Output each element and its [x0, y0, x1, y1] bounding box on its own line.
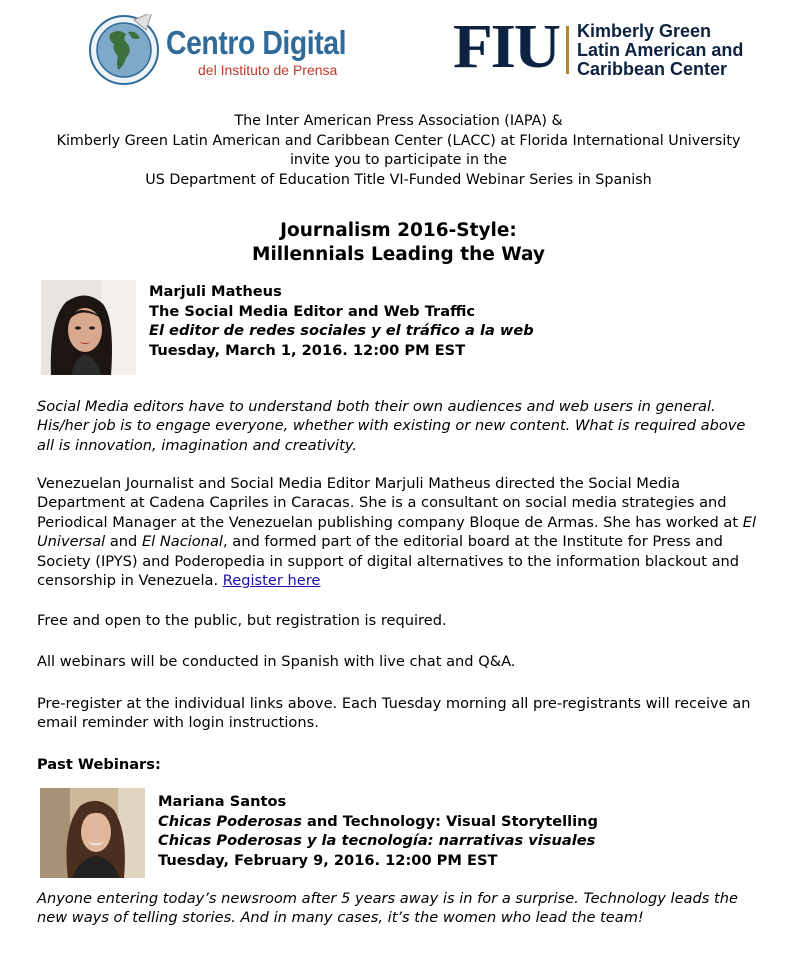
- fiu-center-line-3: Caribbean Center: [577, 59, 728, 79]
- speaker-photo-mariana-santos: [40, 788, 145, 878]
- speaker-portrait-image: [40, 788, 145, 878]
- speaker-portrait-image: [41, 280, 136, 375]
- intro-line: Kimberly Green Latin American and Caribbean Center (LACC) at Florida International University: [56, 132, 741, 149]
- webinar-1-bio: [37, 474, 762, 590]
- webinar-title-es: El editor de redes sociales y el tráfico a la web: [149, 322, 534, 340]
- register-link[interactable]: Register here: [222, 572, 321, 590]
- logo-divider: [566, 26, 569, 74]
- intro-line: The Inter American Press Association (IAPA) &: [234, 113, 563, 129]
- intro-line: US Department of Education Title VI-Funded Webinar Series in Spanish: [145, 172, 652, 189]
- webinar-datetime: Tuesday, March 1, 2016. 12:00 PM EST: [149, 341, 466, 359]
- headline-line-2: Millennials Leading the Way: [252, 243, 545, 265]
- headline-line-1: Journalism 2016-Style:: [280, 220, 517, 241]
- title-rest: and Technology: Visual Storytelling: [301, 812, 598, 830]
- webinar-title-en: The Social Media Editor and Web Traffic: [149, 302, 476, 320]
- bio-text: Venezuelan Journalist and Social Media Editor Marjuli Matheus directed the Social Media Department at Cadena Capriles in Caracas. She is a consultant on social media strategies and Periodical Manager at the Venezuelan publishing company Bloque de Armas. She has worked at: [37, 475, 743, 531]
- bio-text: , and formed part of the editorial board at the Institute for Press and Society (IPYS) and Poderopedia in support of digital alternatives to the information blackout and censorship in Venezuela.: [37, 533, 740, 590]
- series-headline: [0, 219, 797, 266]
- webinar-title-en: [158, 812, 598, 832]
- past-webinars-heading: Past Webinars:: [37, 756, 161, 773]
- centro-digital-logo: [88, 10, 347, 90]
- webinar-title-es: Chicas Poderosas y la tecnología: narrativas visuales: [158, 832, 596, 850]
- webinar-datetime: Tuesday, February 9, 2016. 12:00 PM EST: [158, 851, 498, 869]
- centro-digital-subtitle: del Instituto de Prensa: [198, 62, 338, 78]
- webinar-1-details: [149, 282, 534, 360]
- free-note: Free and open to the public, but registration is required.: [37, 612, 447, 629]
- bio-text: and: [105, 533, 142, 551]
- webinar-2-details: [158, 792, 598, 870]
- spanish-note: All webinars will be conducted in Spanish with live chat and Q&A.: [37, 653, 516, 670]
- intro-line: invite you to participate in the: [289, 152, 508, 169]
- speaker-name: Mariana Santos: [158, 793, 287, 810]
- fiu-center-line-1: Kimberly Green: [577, 21, 712, 41]
- speaker-name: Marjuli Matheus: [149, 283, 282, 300]
- title-italic-part: Chicas Poderosas: [158, 812, 302, 830]
- webinar-2-summary: Anyone entering today’s newsroom after 5 years away is in for a surprise. Technology leads the new ways of telling stories. And in many cases, it’s the women who lead the team!: [37, 890, 738, 927]
- invitation-intro: [0, 112, 797, 191]
- publication-el-nacional: El Nacional: [141, 533, 223, 551]
- centro-digital-title: Centro Digital: [166, 24, 347, 61]
- globe-seal-icon: [88, 14, 160, 86]
- speaker-photo-marjuli-matheus: [41, 280, 136, 375]
- fiu-lacc-logo: [453, 13, 773, 82]
- webinar-1-summary: Social Media editors have to understand both their own audiences and web users in general. His/her job is to engage everyone, whether with existing or new content. What is required above all is innovation, imagination and creativity.: [37, 398, 746, 454]
- publication-el-universal: El Universal: [37, 513, 756, 551]
- fiu-wordmark: FIU: [453, 13, 559, 81]
- preregister-note: Pre-register at the individual links above. Each Tuesday morning all pre-registrants will receive an email reminder with login instructions.: [37, 695, 751, 732]
- fiu-center-line-2: Latin American and: [577, 40, 744, 60]
